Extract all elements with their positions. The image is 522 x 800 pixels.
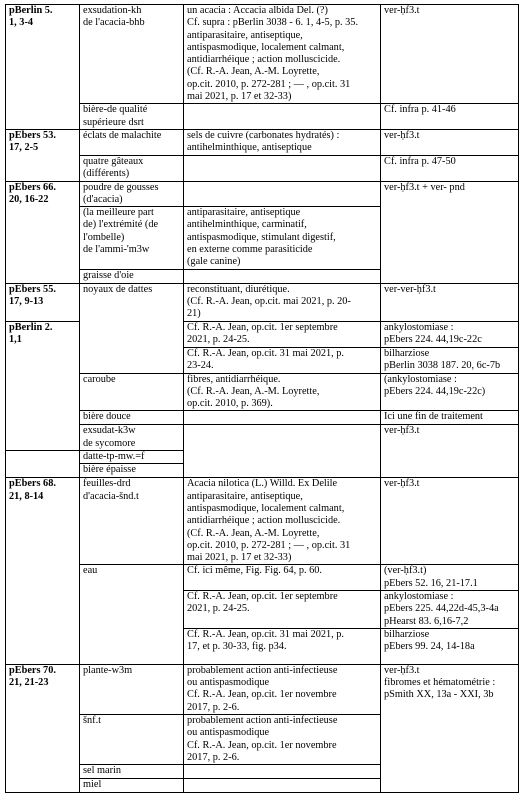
cell-line: 2017, p. 2-6. <box>187 701 240 713</box>
cell-line: eau <box>83 565 98 577</box>
cell-line: probablement action anti-infectieuse <box>187 664 338 676</box>
ingredient-cell <box>80 283 184 373</box>
properties-cell <box>184 715 381 765</box>
cell-line: Cf. infra p. 41-46 <box>384 104 456 116</box>
cell-line: de l'acacia-bhb <box>83 17 145 29</box>
cell-line: d'acacia-šnd.t <box>83 490 139 502</box>
cell-line: de) l'extrémité (de <box>83 219 159 231</box>
properties-cell <box>184 104 381 130</box>
properties-cell <box>184 269 381 283</box>
cell-line: exsudat-k3w <box>83 425 136 437</box>
cell-line: ver-ḥf3.t <box>384 129 420 141</box>
ingredient-cell <box>80 269 184 283</box>
remedy-table-body <box>6 5 519 793</box>
cell-line: ver-ḥf3.t + ver- pnd <box>384 181 465 193</box>
ingredient-cell <box>80 664 184 714</box>
cell-line: en externe comme parasiticide <box>187 244 313 256</box>
notes-cell <box>381 664 519 792</box>
cell-line: antispasmodique, localement calmant, <box>187 502 345 514</box>
cell-line: ver-ḥf3.t <box>384 425 420 437</box>
cell-line: ankylostomiase : <box>384 590 454 602</box>
remedy-table <box>5 4 519 793</box>
cell-line: antiparasitaire, antiseptique, <box>187 29 303 41</box>
cell-line: antihelminthique, carminatif, <box>187 219 307 231</box>
ingredient-cell <box>80 779 184 793</box>
properties-cell <box>184 411 381 425</box>
table-row <box>6 283 519 321</box>
notes-cell <box>381 425 519 478</box>
cell-line: pEbers 70. <box>9 664 56 676</box>
cell-line: 23-24. <box>187 359 214 371</box>
cell-line: mai 2021, p. 17 et 32-33) <box>187 91 292 103</box>
cell-line: (gale canine) <box>187 256 241 268</box>
notes-cell <box>381 181 519 283</box>
cell-line: pEbers 224. 44,19c-22c) <box>384 385 486 397</box>
cell-line: Cf. R.-A. Jean, op.cit. 31 mai 2021, p. <box>187 628 345 640</box>
table-row <box>6 478 519 565</box>
table-row <box>6 181 519 207</box>
cell-line: de l'ammi-'m3w <box>83 244 150 256</box>
properties-cell <box>184 565 381 591</box>
cell-line: pHearst 83. 6,16-7,2 <box>384 615 469 627</box>
cell-line: pSmith XX, 13a - XXI, 3b <box>384 689 494 701</box>
notes-cell <box>381 129 519 155</box>
cell-line: Cf. R.-A. Jean, op.cit. 1er septembre <box>187 321 338 333</box>
cell-line: datte-tp-mw.=f <box>83 451 145 463</box>
cell-line: 1,1 <box>9 333 22 345</box>
cell-line: probablement action anti-infectieuse <box>187 715 338 727</box>
ingredient-cell <box>80 715 184 765</box>
notes-cell <box>381 478 519 565</box>
cell-line: bière douce <box>83 411 131 423</box>
cell-line: Cf. R.-A. Jean, op.cit. 1er novembre <box>187 689 337 701</box>
ingredient-cell <box>80 104 184 130</box>
cell-line: ver-ḥf3.t <box>384 664 420 676</box>
cell-line: ou antispasmodique <box>187 727 270 739</box>
cell-line: (Cf. R.-A. Jean, A.-M. Loyrette, <box>187 527 320 539</box>
cell-line: 20, 16-22 <box>9 193 49 205</box>
cell-line: (la meilleure part <box>83 207 154 219</box>
papyrus-source-cell <box>6 321 80 450</box>
ingredient-cell <box>80 5 184 104</box>
cell-line: fibres, antidiarrhéique. <box>187 373 281 385</box>
properties-cell <box>184 5 381 104</box>
notes-cell <box>381 628 519 664</box>
cell-line: 17, et p. 30-33, fig. p34. <box>187 641 287 653</box>
cell-line: Cf. supra : pBerlin 3038 - 6. 1, 4-5, p. 35. <box>187 17 359 29</box>
cell-line: ver-ḥf3.t <box>384 478 420 490</box>
papyrus-source-cell <box>6 181 80 283</box>
ingredient-cell <box>80 464 184 478</box>
properties-cell <box>184 590 381 628</box>
cell-line: pEbers 99. 24, 14-18a <box>384 641 475 653</box>
properties-cell <box>184 181 381 207</box>
papyrus-source-cell <box>6 664 80 792</box>
cell-line: 21) <box>187 308 201 320</box>
cell-line: pEbers 55. <box>9 283 56 295</box>
cell-line: pEbers 66. <box>9 181 56 193</box>
notes-cell <box>381 283 519 321</box>
papyrus-source-cell <box>6 478 80 665</box>
properties-cell <box>184 321 381 347</box>
table-row <box>6 565 519 591</box>
cell-line: quatre gâteaux <box>83 155 144 167</box>
properties-cell <box>184 283 381 321</box>
cell-line: pBerlin 5. <box>9 5 53 16</box>
ingredient-cell <box>80 155 184 181</box>
cell-line: antiparasitaire, antiseptique <box>187 207 301 219</box>
ingredient-cell <box>80 411 184 425</box>
papyrus-source-cell <box>6 5 80 130</box>
cell-line: bilharziose <box>384 347 430 359</box>
cell-line: Cf. R.-A. Jean, op.cit. 1er novembre <box>187 739 337 751</box>
cell-line: Cf. ici même, Fig. Fig. 64, p. 60. <box>187 565 323 577</box>
cell-line: 17, 2-5 <box>9 142 39 154</box>
cell-line: antiparasitaire, antiseptique, <box>187 490 303 502</box>
cell-line: poudre de gousses <box>83 181 159 193</box>
table-row <box>6 425 519 451</box>
cell-line: op.cit. 2010, p. 369). <box>187 398 273 410</box>
cell-line: reconstituant, diurétique. <box>187 283 290 295</box>
ingredient-cell <box>80 425 184 451</box>
cell-line: pEbers 224. 44,19c-22c <box>384 333 482 345</box>
cell-line: pBerlin 3038 187. 20, 6c-7b <box>384 359 501 371</box>
cell-line: 17, 9-13 <box>9 295 44 307</box>
cell-line: Cf. R.-A. Jean, op.cit. 31 mai 2021, p. <box>187 347 345 359</box>
papyrus-source-cell <box>6 129 80 181</box>
cell-line: (ankylostomiase : <box>384 373 457 385</box>
cell-line: antidiarrhéique ; action molluscicide. <box>187 515 341 527</box>
cell-line: antispasmodique, stimulant digestif, <box>187 231 336 243</box>
notes-cell <box>381 411 519 425</box>
notes-cell <box>381 321 519 347</box>
properties-cell <box>184 425 381 478</box>
cell-line: op.cit. 2010, p. 272-281 ; — , op.cit. 31 <box>187 539 351 551</box>
cell-line: Acacia nilotica (L.) Willd. Ex Delile <box>187 478 338 490</box>
cell-line: graisse d'oie <box>83 269 134 281</box>
cell-line: pEbers 68. <box>9 478 56 490</box>
papyrus-source-cell <box>6 283 80 321</box>
table-row <box>6 373 519 411</box>
cell-line: ou antispasmodique <box>187 677 270 689</box>
properties-cell <box>184 765 381 779</box>
properties-cell <box>184 478 381 565</box>
properties-cell <box>184 155 381 181</box>
cell-line: bière épaisse <box>83 464 136 476</box>
notes-cell <box>381 565 519 591</box>
cell-line: 21, 8-14 <box>9 490 44 502</box>
ingredient-cell <box>80 565 184 664</box>
cell-line: supérieure dsrt <box>83 116 144 128</box>
cell-line: 2021, p. 24-25. <box>187 603 250 615</box>
notes-cell <box>381 347 519 373</box>
papyrus-source-cell <box>6 451 80 478</box>
cell-line: l'ombelle) <box>83 231 125 243</box>
cell-line: pEbers 53. <box>9 129 56 141</box>
cell-line: plante-w3m <box>83 664 133 676</box>
cell-line: sel marin <box>83 765 122 777</box>
table-row <box>6 411 519 425</box>
properties-cell <box>184 129 381 155</box>
properties-cell <box>184 779 381 793</box>
cell-line: de sycomore <box>83 437 136 449</box>
pharmacopoeia-document <box>5 4 518 793</box>
cell-line: ankylostomiase : <box>384 321 454 333</box>
cell-line: (Cf. R.-A. Jean, op.cit. mai 2021, p. 20- <box>187 295 351 307</box>
cell-line: (différents) <box>83 167 130 179</box>
table-row <box>6 104 519 130</box>
cell-line: Ici une fin de traitement <box>384 411 483 423</box>
ingredient-cell <box>80 129 184 155</box>
cell-line: Cf. infra p. 47-50 <box>384 155 456 167</box>
table-row <box>6 155 519 181</box>
notes-cell <box>381 373 519 411</box>
table-row <box>6 664 519 714</box>
cell-line: (Cf. R.-A. Jean, A.-M. Loyrette, <box>187 385 320 397</box>
cell-line: sels de cuivre (carbonates hydratés) : <box>187 129 340 141</box>
cell-line: 2017, p. 2-6. <box>187 751 240 763</box>
ingredient-cell <box>80 765 184 779</box>
notes-cell <box>381 155 519 181</box>
cell-line: ver-ḥf3.t <box>384 5 420 16</box>
cell-line: pBerlin 2. <box>9 321 53 333</box>
cell-line: Cf. R.-A. Jean, op.cit. 1er septembre <box>187 590 338 602</box>
ingredient-cell <box>80 207 184 269</box>
cell-line: pEbers 225. 44,22d-45,3-4a <box>384 603 499 615</box>
cell-line: bilharziose <box>384 628 430 640</box>
properties-cell <box>184 664 381 714</box>
ingredient-cell <box>80 373 184 411</box>
cell-line: un acacia : Accacia albida Del. (?) <box>187 5 328 16</box>
notes-cell <box>381 590 519 628</box>
properties-cell <box>184 373 381 411</box>
cell-line: antihelminthique, antiseptique <box>187 142 312 154</box>
properties-cell <box>184 347 381 373</box>
ingredient-cell <box>80 478 184 565</box>
cell-line: exsudation-kh <box>83 5 142 16</box>
cell-line: (d'acacia) <box>83 193 123 205</box>
notes-cell <box>381 104 519 130</box>
cell-line: (ver-ḥf3.t) <box>384 565 427 577</box>
cell-line: antidiarrhéique ; action molluscicide. <box>187 54 341 66</box>
cell-line: antispasmodique, localement calmant, <box>187 41 345 53</box>
table-row <box>6 5 519 104</box>
cell-line: caroube <box>83 373 116 385</box>
cell-line: noyaux de dattes <box>83 283 153 295</box>
cell-line: pEbers 52. 16, 21-17.1 <box>384 577 478 589</box>
cell-line: miel <box>83 779 102 791</box>
cell-line: bière-de qualité <box>83 104 148 116</box>
ingredient-cell <box>80 451 184 464</box>
cell-line: (Cf. R.-A. Jean, A.-M. Loyrette, <box>187 66 320 78</box>
cell-line: op.cit. 2010, p. 272-281 ; — , op.cit. 31 <box>187 78 351 90</box>
cell-line: šnf.t <box>83 715 102 727</box>
cell-line: 2021, p. 24-25. <box>187 333 250 345</box>
cell-line: 1, 3-4 <box>9 17 34 29</box>
cell-line: mai 2021, p. 17 et 32-33) <box>187 552 292 564</box>
properties-cell <box>184 628 381 664</box>
cell-line: éclats de malachite <box>83 129 162 141</box>
ingredient-cell <box>80 181 184 207</box>
table-row <box>6 129 519 155</box>
cell-line: ver-ver-ḥf3.t <box>384 283 436 295</box>
cell-line: 21, 21-23 <box>9 677 49 689</box>
cell-line: fibromes et hématométrie : <box>384 677 496 689</box>
properties-cell <box>184 207 381 269</box>
notes-cell <box>381 5 519 104</box>
cell-line: feuilles-drd <box>83 478 131 490</box>
